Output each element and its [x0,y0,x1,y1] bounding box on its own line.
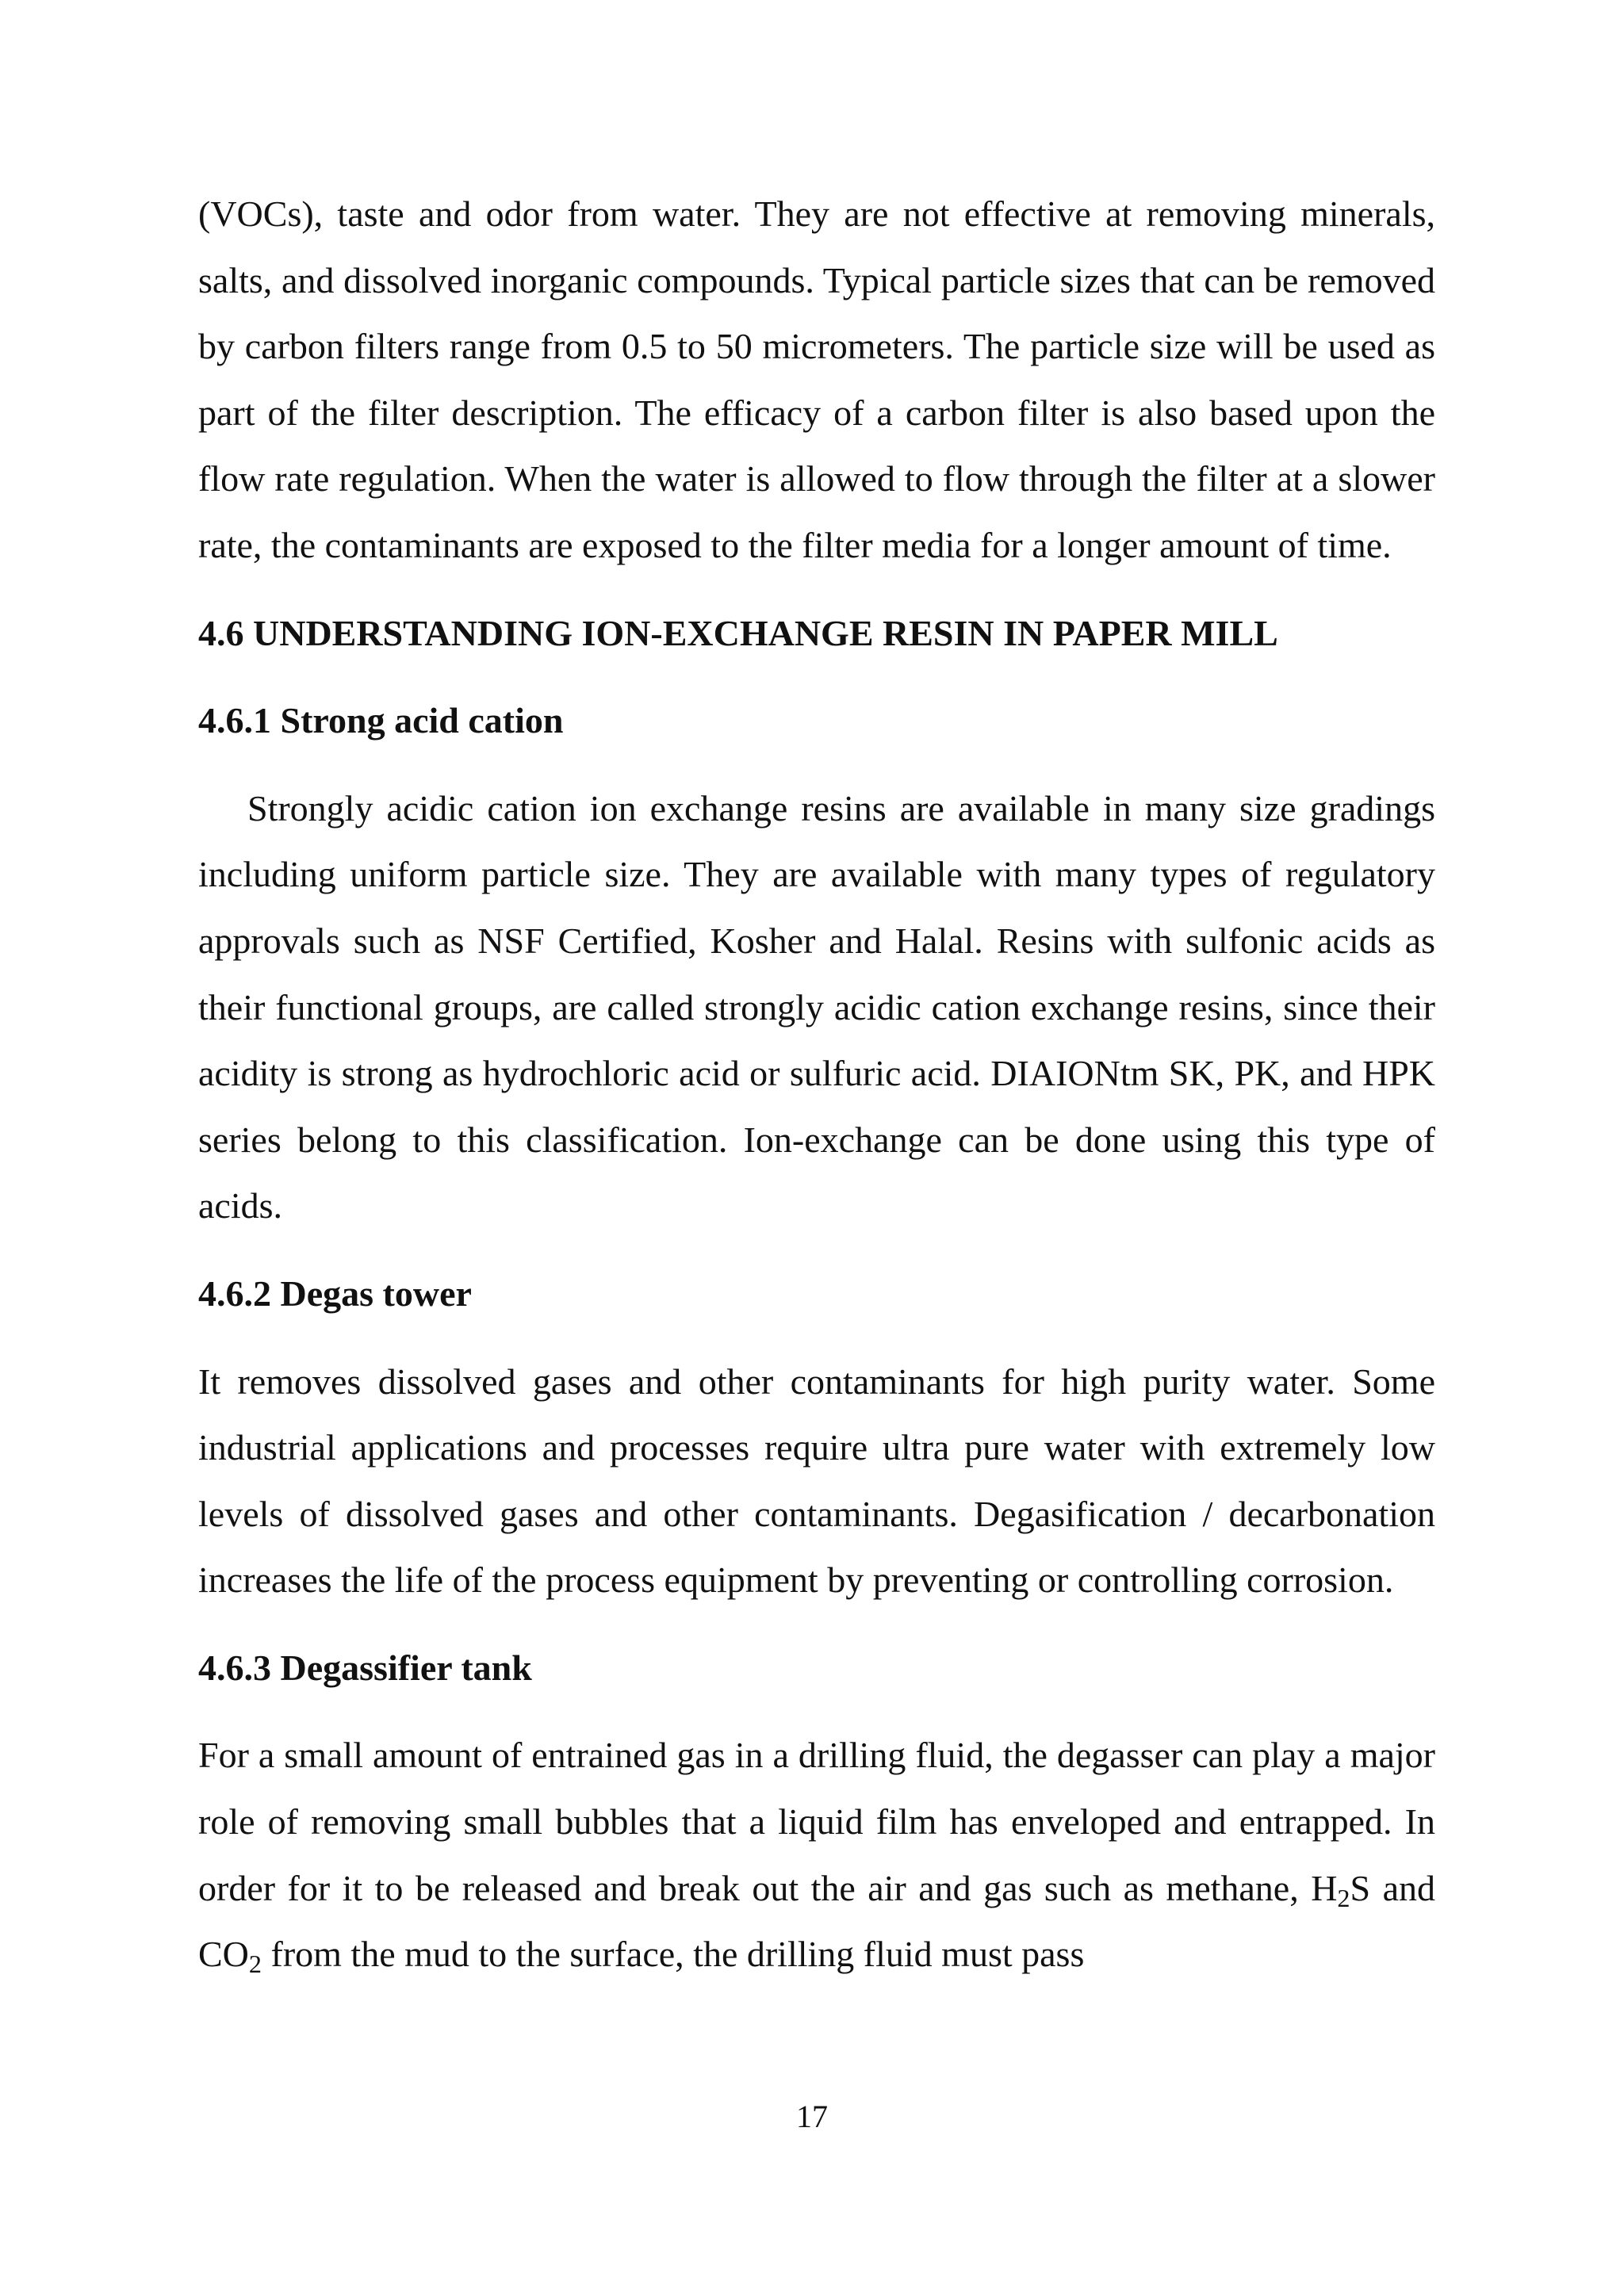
co2-co: CO [198,1934,249,1975]
section-4-6-3-text-start: For a small amount of entrained gas in a drilling fluid, the degasser can play a major role of removing small bubbles that a liquid film has enveloped and entrapped. In order for it to be released and break out the air and gas such as methane, [198,1735,1435,1908]
section-4-6-2-heading: 4.6.2 Degas tower [198,1272,472,1314]
section-4-6-heading: 4.6 UNDERSTANDING ION-EXCHANGE RESIN IN PAPER MILL [198,612,1278,653]
section-4-6-3-paragraph [198,1722,1435,1987]
h2s-formula [1311,1867,1371,1912]
h2s-subscript: 2 [1337,1883,1350,1912]
co2-subscript: 2 [248,1950,262,1979]
section-4-6-3-text-and: and [1370,1867,1435,1908]
page-number: 17 [796,2099,828,2134]
h2s-h: H [1311,1867,1338,1908]
page-body [198,181,1435,1988]
co2-formula [198,1934,262,1979]
section-4-6-3-text-end: from the mud to the surface, the drilling fluid must pass [262,1934,1085,1975]
h2s-s: S [1350,1867,1371,1908]
section-4-6-2-paragraph: It removes dissolved gases and other contaminants for high purity water. Some industrial applications and processes require ultra pure water with extremely low levels of dissolved gases and other contaminants. Degasification / decarbonation increases the life of the process equipment by preventing or controlling corrosion. [198,1360,1435,1601]
section-4-6-3-heading: 4.6.3 Degassifier tank [198,1647,532,1688]
intro-paragraph: (VOCs), taste and odor from water. They are not effective at removing minerals, salts, and dissolved inorganic compounds. Typical particle sizes that can be removed by carbon filters range from 0.5 to 50 micrometers. The particle size will be used as part of the filter description. The efficacy of a carbon filter is also based upon the flow rate regulation. When the water is allowed to flow through the filter at a slower rate, the contaminants are exposed to the filter media for a longer amount of time. [198,193,1435,565]
section-4-6-1-paragraph: Strongly acidic cation ion exchange resins are available in many size gradings including uniform particle size. They are available with many types of regulatory approvals such as NSF Certified, Kosher and Halal. Resins with sulfonic acids as their functional groups, are called strongly acidic cation exchange resins, since their acidity is strong as hydrochloric acid or sulfuric acid. DIAIONtm SK, PK, and HPK series belong to this classification. Ion-exchange can be done using this type of acids. [198,787,1435,1226]
section-4-6-1-heading: 4.6.1 Strong acid cation [198,700,564,741]
